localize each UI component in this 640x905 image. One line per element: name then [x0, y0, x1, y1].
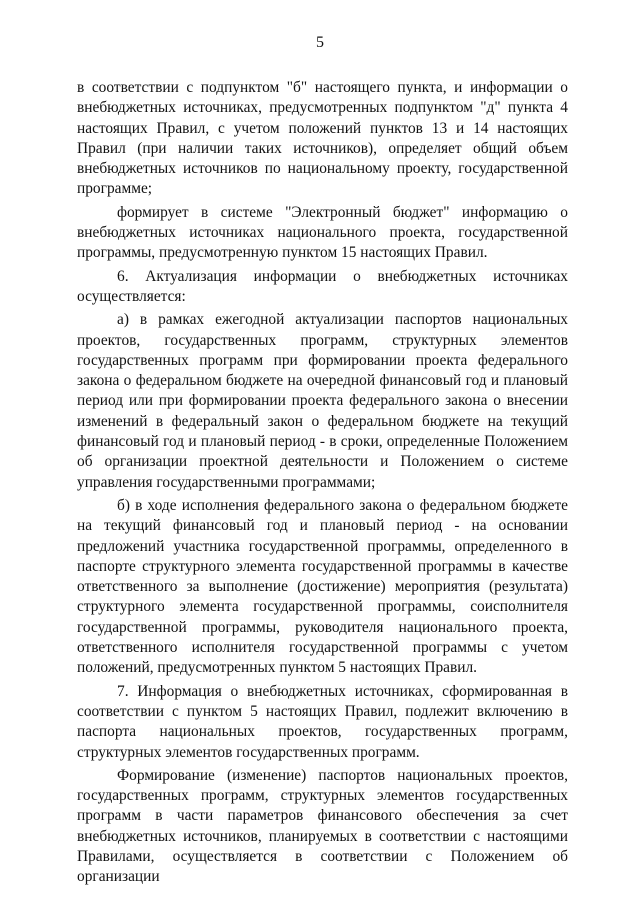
- paragraph-continuation: в соответствии с подпунктом "б" настоящего пункта, и информации о внебюджетных источниках, предусмотренных подпунктом "д" пункта 4 настоящих Правил, с учетом положений пунктов 13 и 14 настоящих Правил (при наличии таких источников), определяет общий объем внебюджетных источников по национальному проекту, государственной программе;: [77, 79, 568, 198]
- page-number: 5: [316, 34, 324, 51]
- paragraph-section-7: 7. Информация о внебюджетных источниках, сформированная в соответствии с пунктом 5 настоящих Правил, подлежит включению в паспорта национальных проектов, государственных программ, структурных элементов государственных программ.: [77, 682, 568, 761]
- paragraph-passport-formation: Формирование (изменение) паспортов национальных проектов, государственных программ, структурных элементов государственных программ в части параметров финансового обеспечения за счет внебюджетных источников, планируемых в соответствии с настоящими Правилами, осуществляется в соответствии с Положением об организации: [77, 766, 568, 886]
- paragraph-electronic-budget: формирует в системе "Электронный бюджет" информацию о внебюджетных источниках национального проекта, государственной программы, предусмотренную пунктом 15 настоящих Правил.: [77, 203, 568, 262]
- paragraph-section-6: 6. Актуализация информации о внебюджетных источниках осуществляется:: [77, 267, 568, 305]
- paragraph-section-6-b: б) в ходе исполнения федерального закона о федеральном бюджете на текущий финансовый год и плановый период - на основании предложений участника государственной программы, определенного в паспорте структурного элемента государственной программы в качестве ответственного за выполнение (достижение) мероприятия (результата) структурного элемента государственной программы, соисполнителя государственной программы, руководителя национального проекта, ответственного исполнителя государственной программы с учетом положений, предусмотренных пунктом 5 настоящих Правил.: [77, 496, 568, 677]
- paragraph-section-6-a: а) в рамках ежегодной актуализации паспортов национальных проектов, государственных программ, структурных элементов государственных программ при формировании проекта федерального закона о федеральном бюджете на очередной финансовый год и плановый период или при формировании проекта федерального закона о внесении изменений в федеральный закон о федеральном бюджете на текущий финансовый год и плановый период - в сроки, определенные Положением об организации проектной деятельности и Положением о системе управления государственными программами;: [77, 311, 568, 491]
- document-body: [77, 78, 568, 888]
